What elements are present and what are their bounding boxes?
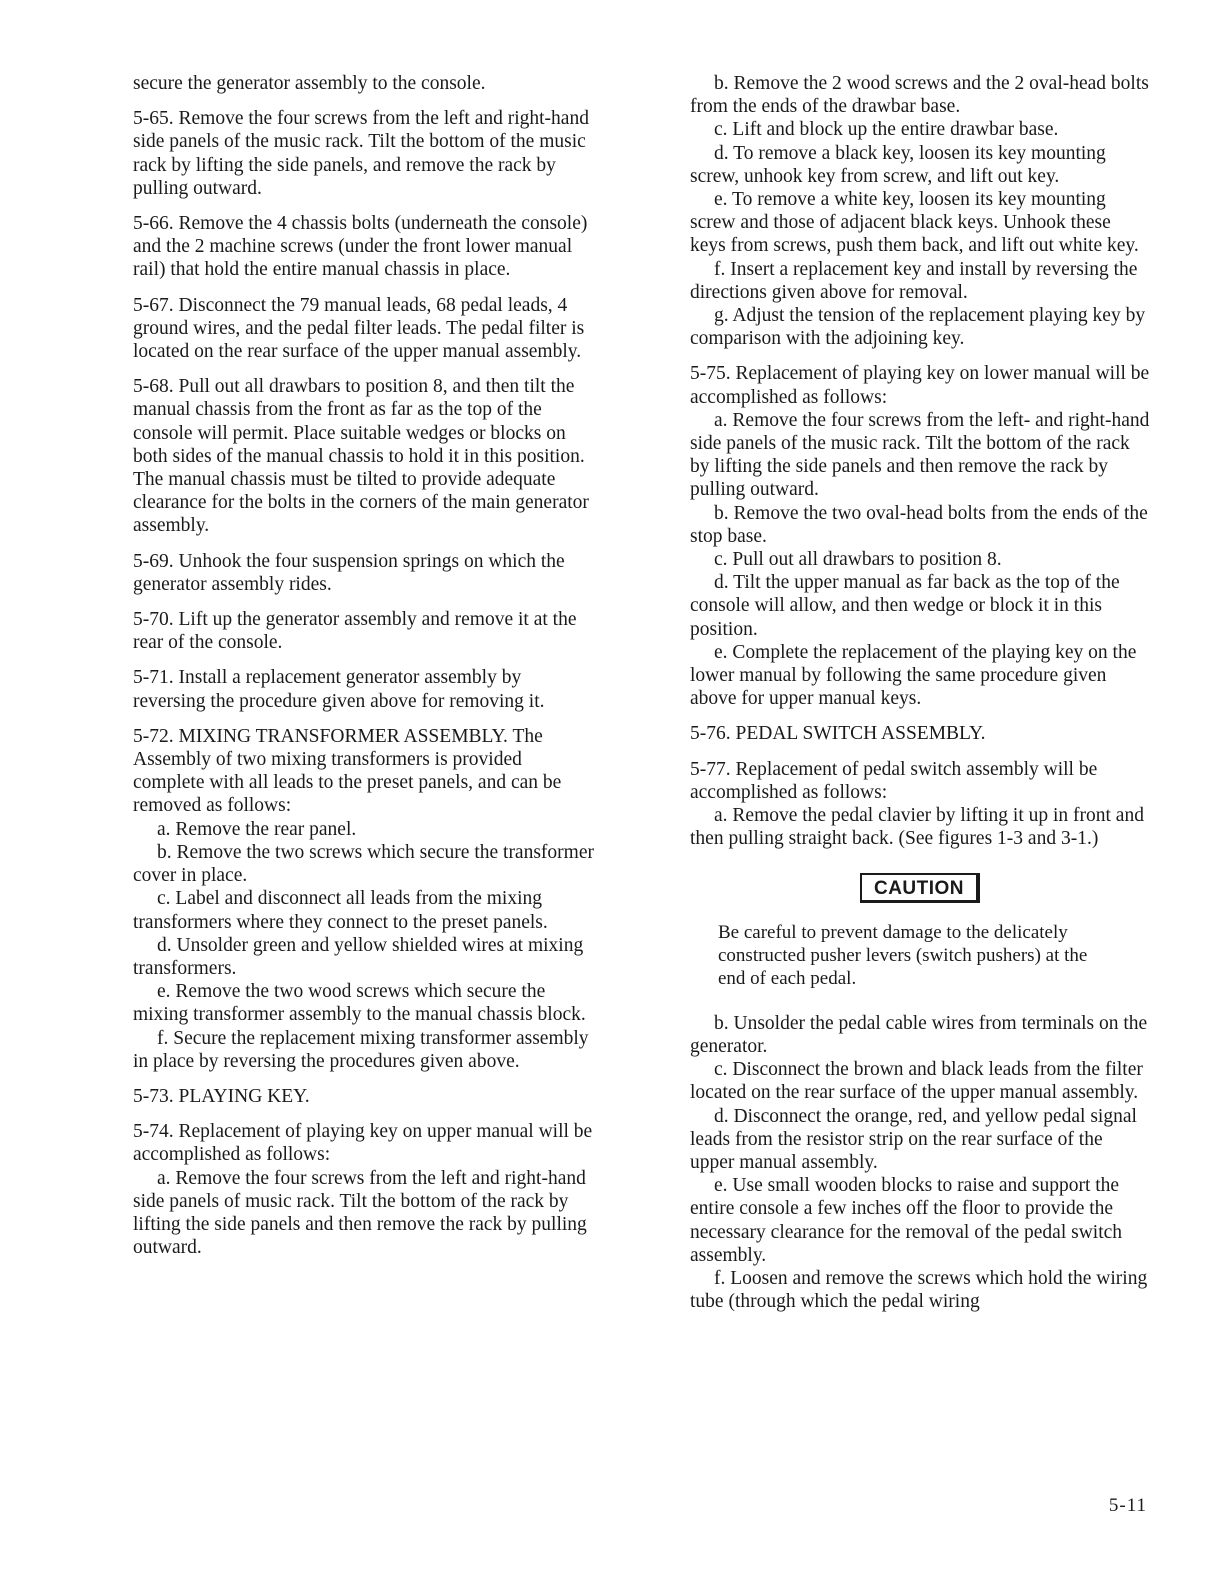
step-list-5-74-continued [690, 72, 1150, 350]
step-item: c. Disconnect the brown and black leads from the filter located on the rear surface of the upper manual assembly. [690, 1059, 1143, 1104]
paragraph-5-74: 5-74. Replacement of playing key on upper manual will be accomplished as follows: [133, 1121, 593, 1166]
paragraph-5-69: 5-69. Unhook the four suspension springs on which the generator assembly rides. [133, 550, 565, 595]
step-item: a. Remove the pedal clavier by lifting it up in front and then pulling straight back. (See figures 1-3 and 3-1.) [690, 805, 1144, 850]
paragraph-5-66: 5-66. Remove the 4 chassis bolts (underneath the console) and the 2 machine screws (under the front lower manual rail) that hold the entire manual chassis in place. [133, 213, 588, 281]
step-item: c. Lift and block up the entire drawbar base. [714, 119, 1059, 141]
step-item: d. Disconnect the orange, red, and yellow pedal signal leads from the resistor strip on the rear surface of the upper manual assembly. [690, 1105, 1137, 1173]
intro-paragraph: secure the generator assembly to the console. [133, 73, 486, 94]
step-item: a. Remove the four screws from the left and right-hand side panels of music rack. Tilt the bottom of the rack by lifting the side panels and then remove the rack by pulling outward. [133, 1167, 587, 1259]
paragraph-5-71: 5-71. Install a replacement generator assembly by reversing the procedure given above for removing it. [133, 667, 545, 712]
step-list-5-75 [690, 409, 1150, 711]
right-column [690, 72, 1150, 1313]
caution-text: Be careful to prevent damage to the delicately constructed pusher levers (switch pushers) at the end of each pedal. [718, 921, 1088, 989]
step-item: f. Secure the replacement mixing transformer assembly in place by reversing the procedures given above. [133, 1027, 589, 1072]
step-item: e. To remove a white key, loosen its key mounting screw and those of adjacent black keys. Unhook these keys from screws, push them back, and lift out white key. [690, 189, 1139, 257]
step-list-5-72 [133, 818, 598, 1073]
step-item: e. Use small wooden blocks to raise and support the entire console a few inches off the floor to provide the necessary clearance for the removal of the pedal switch assembly. [690, 1175, 1123, 1266]
step-item: b. Remove the two oval-head bolts from the ends of the stop base. [690, 502, 1148, 547]
step-item: c. Pull out all drawbars to position 8. [714, 549, 1002, 571]
paragraph-5-67: 5-67. Disconnect the 79 manual leads, 68 pedal leads, 4 ground wires, and the pedal filter leads. The pedal filter is located on the rear surface of the upper manual assembly. [133, 294, 585, 363]
step-item: d. Tilt the upper manual as far back as the top of the console will allow, and then wedge or block it in this position. [690, 572, 1120, 640]
step-item: f. Loosen and remove the screws which hold the wiring tube (through which the pedal wiring [690, 1267, 1148, 1313]
page-number: 5-11 [1108, 1495, 1147, 1516]
step-item: b. Remove the 2 wood screws and the 2 oval-head bolts from the ends of the drawbar base. [690, 73, 1149, 118]
step-item: b. Remove the two screws which secure the transformer cover in place. [133, 841, 594, 887]
paragraph-5-68: 5-68. Pull out all drawbars to position 8, and then tilt the manual chassis from the front as far as the top of the console will permit. Place suitable wedges or blocks on both sides of the manual chassis to hold it in this position. The manual chassis must be tilted to provide adequate clearance for the bolts in the corners of the main generator assembly. [133, 376, 589, 537]
paragraph-5-65: 5-65. Remove the four screws from the left and right-hand side panels of the music rack. Tilt the bottom of the music rack by lifting the side panels, and remove the rack by pulling outward. [133, 108, 589, 199]
section-heading-5-73: 5-73. PLAYING KEY. [133, 1085, 310, 1107]
step-item: c. Label and disconnect all leads from the mixing transformers where they connect to the preset panels. [133, 888, 548, 933]
step-item: f. Insert a replacement key and install by reversing the directions given above for removal. [690, 258, 1138, 303]
step-item: b. Unsolder the pedal cable wires from terminals on the generator. [690, 1012, 1148, 1057]
caution-header [690, 873, 1150, 903]
step-item: e. Remove the two wood screws which secure the mixing transformer assembly to the manual chassis block. [133, 981, 586, 1026]
paragraph-5-75: 5-75. Replacement of playing key on lower manual will be accomplished as follows: [690, 363, 1150, 408]
section-heading-5-76: 5-76. PEDAL SWITCH ASSEMBLY. [690, 723, 986, 745]
step-item: a. Remove the rear panel. [157, 818, 357, 840]
section-heading-5-72: 5-72. MIXING TRANSFORMER ASSEMBLY. The Assembly of two mixing transformers is provided complete with all leads to the preset panels, and can be removed as follows: [133, 725, 562, 817]
step-list-5-77-continued [690, 1012, 1150, 1314]
left-column [133, 72, 598, 1259]
paragraph-5-70: 5-70. Lift up the generator assembly and remove it at the rear of the console. [133, 609, 577, 654]
step-item: e. Complete the replacement of the playing key on the lower manual by following the same procedure given above for upper manual keys. [690, 641, 1137, 710]
step-item: a. Remove the four screws from the left- and right-hand side panels of the music rack. Tilt the bottom of the rack by lifting the side panels and then remove the rack by pulling outward. [690, 409, 1150, 501]
caution-label: CAUTION [860, 873, 980, 903]
step-item: d. Unsolder green and yellow shielded wires at mixing transformers. [133, 934, 584, 979]
step-item: g. Adjust the tension of the replacement playing key by comparison with the adjoining key. [690, 305, 1146, 350]
step-item: d. To remove a black key, loosen its key mounting screw, unhook key from screw, and lift out key. [690, 142, 1106, 187]
paragraph-5-77: 5-77. Replacement of pedal switch assembly will be accomplished as follows: [690, 758, 1098, 803]
